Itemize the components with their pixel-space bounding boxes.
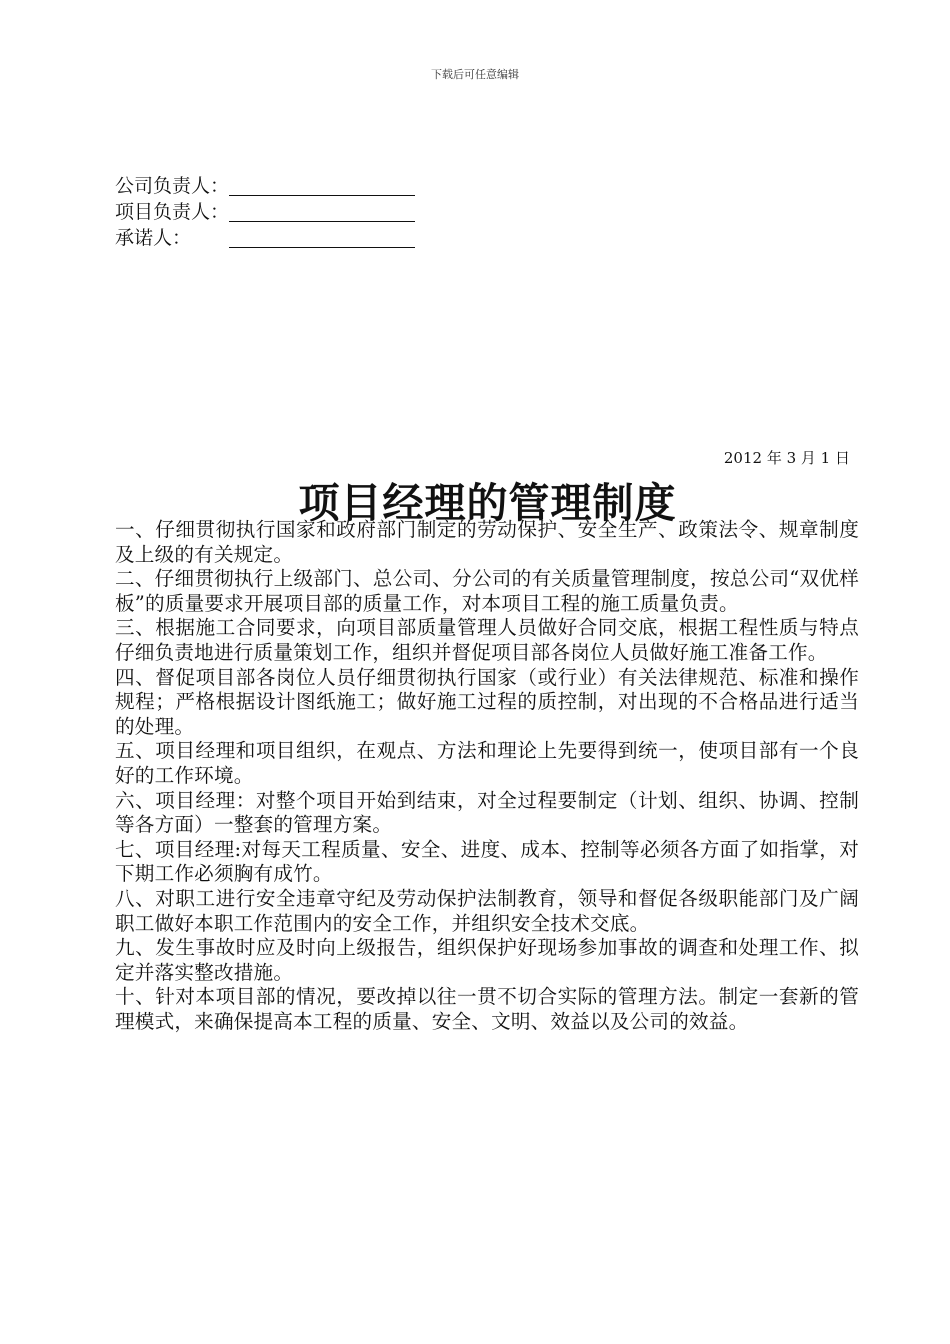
regulation-item-1: 一、仔细贯彻执行国家和政府部门制定的劳动保护、安全生产、政策法令、规章制度及上级的有关规定。 bbox=[115, 518, 859, 566]
signature-label: 承诺人： bbox=[115, 227, 192, 249]
signature-label: 公司负责人： bbox=[115, 175, 230, 197]
signature-row-promisor bbox=[115, 224, 515, 250]
signature-row-project bbox=[115, 198, 515, 224]
regulation-item-7: 七、项目经理:对每天工程质量、安全、进度、成本、控制等必须各方面了如指掌，对下期工作必须胸有成竹。 bbox=[115, 837, 859, 886]
regulation-item-3: 三、根据施工合同要求，向项目部质量管理人员做好合同交底，根据工程性质与特点仔细负责地进行质量策划工作，组织并督促项目部各岗位人员做好施工准备工作。 bbox=[115, 616, 859, 664]
regulation-item-2: 二、仔细贯彻执行上级部门、总公司、分公司的有关质量管理制度，按总公司“双优样板”的质量要求开展项目部的质量工作，对本项目工程的施工质量负责。 bbox=[115, 567, 859, 615]
regulation-item-5: 五、项目经理和项目组织，在观点、方法和理论上先要得到统一，使项目部有一个良好的工作环境。 bbox=[115, 739, 859, 787]
regulation-item-6: 六、项目经理：对整个项目开始到结束，对全过程要制定（计划、组织、协调、控制等各方面）一整套的管理方案。 bbox=[115, 788, 859, 837]
signature-label: 项目负责人： bbox=[115, 201, 230, 223]
signature-line bbox=[229, 227, 415, 248]
signature-block bbox=[115, 172, 515, 250]
header-note: 下载后可任意编辑 bbox=[431, 68, 519, 81]
signature-line bbox=[229, 201, 415, 222]
signature-line bbox=[229, 175, 415, 196]
regulation-item-10: 十、针对本项目部的情况，要改掉以往一贯不切合实际的管理方法。制定一套新的管理模式，来确保提高本工程的质量、安全、文明、效益以及公司的效益。 bbox=[115, 985, 859, 1033]
regulation-item-9: 九、发生事故时应及时向上级报告，组织保护好现场参加事故的调查和处理工作、拟定并落实整改措施。 bbox=[115, 936, 859, 984]
document-date: 2012 年 3 月 1 日 bbox=[723, 449, 850, 467]
regulation-list bbox=[115, 518, 859, 1034]
regulation-item-8: 八、对职工进行安全违章守纪及劳动保护法制教育，领导和督促各级职能部门及广阔职工做好本职工作范围内的安全工作，并组织安全技术交底。 bbox=[115, 886, 859, 935]
regulation-item-4: 四、督促项目部各岗位人员仔细贯彻执行国家（或行业）有关法律规范、标准和操作规程；严格根据设计图纸施工；做好施工过程的质控制，对出现的不合格品进行适当的处理。 bbox=[115, 665, 859, 738]
signature-row-company bbox=[115, 172, 515, 198]
page-title: 项目经理的管理制度 bbox=[298, 479, 677, 527]
